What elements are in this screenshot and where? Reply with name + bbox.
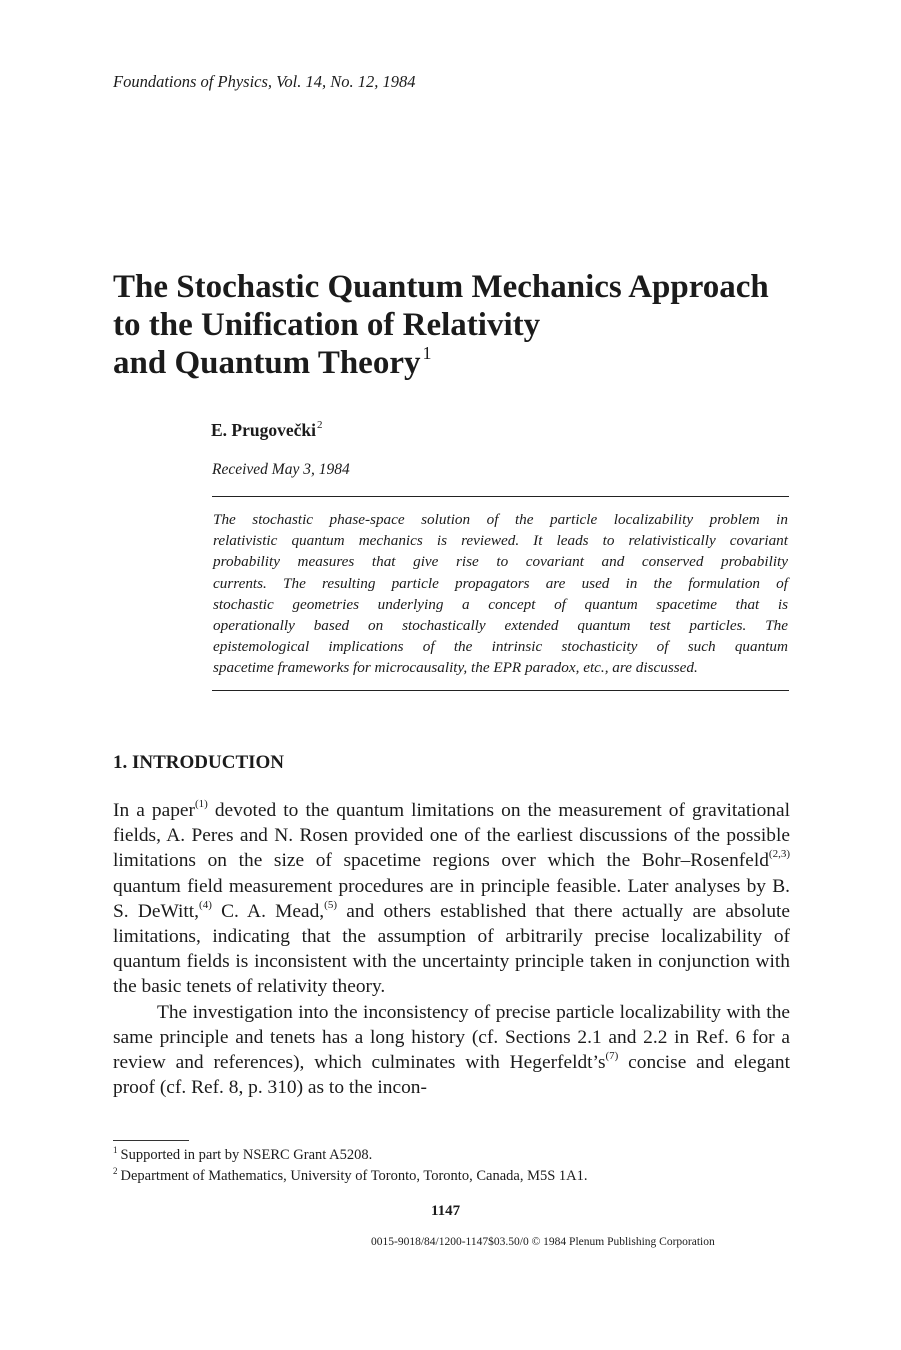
abstract-line: epistemological implications of the intrinsic stochasticity of such quantum bbox=[213, 638, 788, 656]
text-run: concise and elegant proof (cf. Ref. 8, p. 310) as to the incon- bbox=[113, 1052, 790, 1099]
footnote bbox=[113, 1146, 372, 1164]
abstract-line: operationally based on stochastically extended quantum test particles. The bbox=[213, 617, 788, 635]
section-heading: 1. INTRODUCTION bbox=[113, 752, 285, 773]
author-text: E. Prugovečki bbox=[211, 420, 316, 440]
abstract-line: relativistic quantum mechanics is reviewed. It leads to relativistically covariant bbox=[213, 532, 788, 550]
received-date: Received May 3, 1984 bbox=[212, 461, 350, 478]
abstract-line: spacetime frameworks for microcausality, the EPR paradox, etc., are discussed. bbox=[213, 659, 698, 677]
copyright-line: 0015-9018/84/1200-1147$03.50/0 © 1984 Plenum Publishing Corporation bbox=[371, 1236, 715, 1248]
text-run: The investigation into the inconsistency of precise particle localizability with the same principle and tenets has a long history (cf. Sections 2.1 and 2.2 in Ref. 6 for a review and references), which culminates with Hegerfeldt’s bbox=[113, 1001, 790, 1074]
footnote-mark: 2 bbox=[113, 1166, 118, 1176]
article-title bbox=[113, 268, 813, 382]
reference-mark: (5) bbox=[324, 898, 337, 911]
reference-mark: (1) bbox=[194, 798, 208, 810]
title-line: The Stochastic Quantum Mechanics Approach bbox=[113, 269, 769, 305]
page-number: 1147 bbox=[431, 1203, 461, 1219]
reference-mark: (2,3) bbox=[768, 848, 790, 861]
abstract-top-rule bbox=[212, 496, 789, 497]
footnote-mark: 1 bbox=[113, 1145, 118, 1155]
text-run: devoted to the quantum limitations on the measurement of gravitational fields, A. Peres and N. Rosen provided one of the earliest discussions of the possible limitations on the size of spacetime regions over which the Bohr–Rosenfeld bbox=[113, 800, 790, 872]
reference-mark: (4) bbox=[199, 898, 212, 911]
title-footnote-mark: 1 bbox=[422, 343, 432, 363]
text-run: In a paper bbox=[113, 800, 195, 821]
abstract-line: stochastic geometries underlying a concept of quantum spacetime that is bbox=[213, 595, 788, 613]
body-text bbox=[113, 798, 790, 1100]
author-name bbox=[211, 420, 323, 441]
paragraph bbox=[113, 798, 790, 1000]
abstract-bottom-rule bbox=[212, 690, 789, 691]
text-run: quantum field measurement procedures are in principle feasible. Later analyses by B. S. DeWitt, bbox=[113, 875, 790, 922]
footnote-rule bbox=[113, 1140, 189, 1141]
abstract-line: The stochastic phase-space solution of the particle localizability problem in bbox=[213, 511, 788, 528]
text-run: C. A. Mead, bbox=[211, 900, 325, 922]
abstract bbox=[213, 509, 788, 679]
reference-mark: (7) bbox=[605, 1050, 619, 1063]
journal-citation: Foundations of Physics, Vol. 14, No. 12, 1984 bbox=[113, 72, 416, 91]
footnote bbox=[113, 1167, 588, 1185]
abstract-line: probability measures that give rise to covariant and conserved probability bbox=[213, 553, 788, 571]
title-line bbox=[113, 344, 813, 382]
title-line: to the Unification of Relativity bbox=[113, 307, 541, 343]
abstract-line: currents. The resulting particle propagators are used in the formulation of bbox=[213, 574, 788, 592]
title-line-text: and Quantum Theory bbox=[113, 345, 421, 381]
author-footnote-mark: 2 bbox=[317, 419, 323, 431]
footnote-text: Department of Mathematics, University of Toronto, Toronto, Canada, M5S 1A1. bbox=[120, 1168, 588, 1184]
paragraph bbox=[113, 1000, 790, 1101]
footnote-text: Supported in part by NSERC Grant A5208. bbox=[120, 1147, 373, 1163]
text-run: and others established that there actually are absolute limitations, indicating that the assumption of arbitrarily precise localizability of quantum fields is inconsistent with the uncertainty principle taken in conjunction with the basic tenets of relativity theory. bbox=[113, 900, 791, 998]
